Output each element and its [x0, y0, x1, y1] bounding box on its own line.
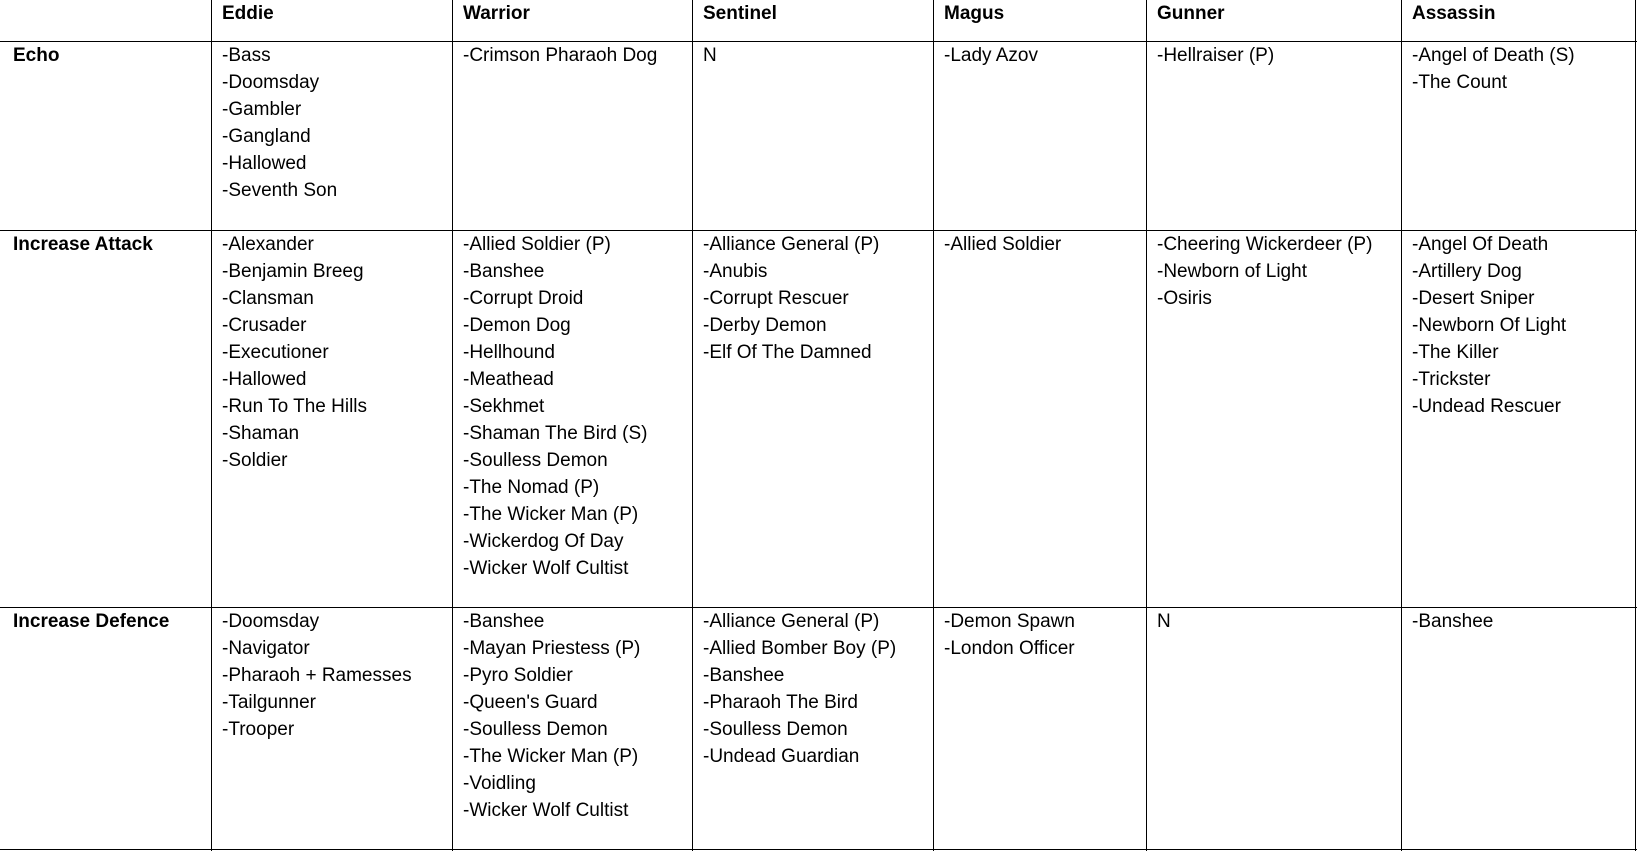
list-item: -Wickerdog Of Day [463, 531, 624, 552]
list-item: -Pharaoh + Ramesses [222, 665, 412, 686]
table-cell [1412, 608, 1493, 635]
list-item: -Clansman [222, 288, 314, 309]
list-item: -The Killer [1412, 342, 1499, 363]
column-divider [1635, 0, 1636, 851]
table-cell [463, 42, 657, 69]
list-item: -Newborn Of Light [1412, 315, 1567, 336]
list-item: -Soulless Demon [463, 719, 608, 740]
list-item: -Trooper [222, 719, 295, 740]
list-item: -Tailgunner [222, 692, 316, 713]
list-item: -Run To The Hills [222, 396, 368, 417]
list-item: -Soulless Demon [463, 450, 608, 471]
list-item: -Desert Sniper [1412, 288, 1535, 309]
column-divider [452, 0, 453, 851]
list-item: -Angel of Death (S) [1412, 45, 1575, 66]
list-item: -Allied Soldier [944, 234, 1062, 255]
list-item: -Newborn of Light [1157, 261, 1307, 282]
list-item: -Meathead [463, 369, 554, 390]
row-header-increase-attack: Increase Attack [13, 234, 153, 255]
list-item: -Alliance General (P) [703, 234, 880, 255]
list-item: -Bass [222, 45, 271, 66]
column-divider [1401, 0, 1402, 851]
list-item: -Hellhound [463, 342, 555, 363]
column-divider [1146, 0, 1147, 851]
column-header-warrior: Warrior [463, 3, 530, 24]
list-item: -Undead Rescuer [1412, 396, 1561, 417]
table-cell [1157, 231, 1372, 312]
list-item: -Shaman [222, 423, 300, 444]
list-item: -Hallowed [222, 153, 307, 174]
list-item: -Elf Of The Damned [703, 342, 872, 363]
list-item: -Soldier [222, 450, 288, 471]
list-item: -The Count [1412, 72, 1508, 93]
table-cell [944, 231, 1061, 258]
table-cell [703, 231, 879, 366]
column-header-sentinel: Sentinel [703, 3, 777, 24]
list-item: -London Officer [944, 638, 1075, 659]
list-item: -Executioner [222, 342, 329, 363]
list-item: -Benjamin Breeg [222, 261, 364, 282]
list-item: -Allied Soldier (P) [463, 234, 611, 255]
row-divider [0, 849, 1637, 850]
column-header-magus: Magus [944, 3, 1005, 24]
list-item: N [703, 45, 717, 66]
table-cell [703, 608, 896, 770]
column-header-eddie: Eddie [222, 3, 274, 24]
table-cell [222, 608, 412, 743]
table-cell [944, 608, 1075, 662]
list-item: -Gambler [222, 99, 302, 120]
column-divider [211, 0, 212, 851]
table-cell [1412, 231, 1566, 420]
list-item: -Sekhmet [463, 396, 545, 417]
list-item: -Demon Dog [463, 315, 571, 336]
list-item: -Corrupt Droid [463, 288, 584, 309]
row-header-increase-defence: Increase Defence [13, 611, 170, 632]
table-cell [703, 42, 717, 69]
list-item: -Lady Azov [944, 45, 1038, 66]
column-header-assassin: Assassin [1412, 3, 1496, 24]
list-item: -Undead Guardian [703, 746, 860, 767]
list-item: -Pharaoh The Bird [703, 692, 858, 713]
row-header-echo: Echo [13, 45, 60, 66]
list-item: -Wicker Wolf Cultist [463, 800, 629, 821]
table-cell [463, 608, 640, 824]
list-item: -Derby Demon [703, 315, 827, 336]
list-item: -Demon Spawn [944, 611, 1075, 632]
list-item: -Banshee [1412, 611, 1494, 632]
column-divider [692, 0, 693, 851]
list-item: -Cheering Wickerdeer (P) [1157, 234, 1373, 255]
table-cell [1157, 608, 1171, 635]
list-item: -Banshee [463, 611, 545, 632]
list-item: -Soulless Demon [703, 719, 848, 740]
list-item: -Alliance General (P) [703, 611, 880, 632]
list-item: -Doomsday [222, 611, 320, 632]
table-cell [222, 231, 367, 474]
list-item: -Crusader [222, 315, 307, 336]
list-item: -Gangland [222, 126, 311, 147]
list-item: N [1157, 611, 1171, 632]
table-cell [1412, 42, 1575, 96]
list-item: -Artillery Dog [1412, 261, 1522, 282]
list-item: -Pyro Soldier [463, 665, 573, 686]
list-item: -Mayan Priestess (P) [463, 638, 641, 659]
list-item: -Trickster [1412, 369, 1491, 390]
list-item: -Seventh Son [222, 180, 338, 201]
list-item: -The Nomad (P) [463, 477, 600, 498]
list-item: -Anubis [703, 261, 768, 282]
list-item: -Doomsday [222, 72, 320, 93]
table-cell [463, 231, 647, 582]
table-cell [222, 42, 337, 204]
column-header-gunner: Gunner [1157, 3, 1225, 24]
list-item: -Corrupt Rescuer [703, 288, 849, 309]
list-item: -Osiris [1157, 288, 1212, 309]
list-item: -Hellraiser (P) [1157, 45, 1275, 66]
list-item: -Angel Of Death [1412, 234, 1549, 255]
list-item: -Banshee [463, 261, 545, 282]
list-item: -Shaman The Bird (S) [463, 423, 648, 444]
table-cell [1157, 42, 1274, 69]
list-item: -Allied Bomber Boy (P) [703, 638, 897, 659]
list-item: -Alexander [222, 234, 314, 255]
list-item: -Queen's Guard [463, 692, 598, 713]
list-item: -The Wicker Man (P) [463, 504, 639, 525]
table-cell [944, 42, 1038, 69]
list-item: -Crimson Pharaoh Dog [463, 45, 658, 66]
list-item: -The Wicker Man (P) [463, 746, 639, 767]
list-item: -Voidling [463, 773, 536, 794]
column-divider [933, 0, 934, 851]
list-item: -Wicker Wolf Cultist [463, 558, 629, 579]
list-item: -Hallowed [222, 369, 307, 390]
list-item: -Navigator [222, 638, 310, 659]
list-item: -Banshee [703, 665, 785, 686]
